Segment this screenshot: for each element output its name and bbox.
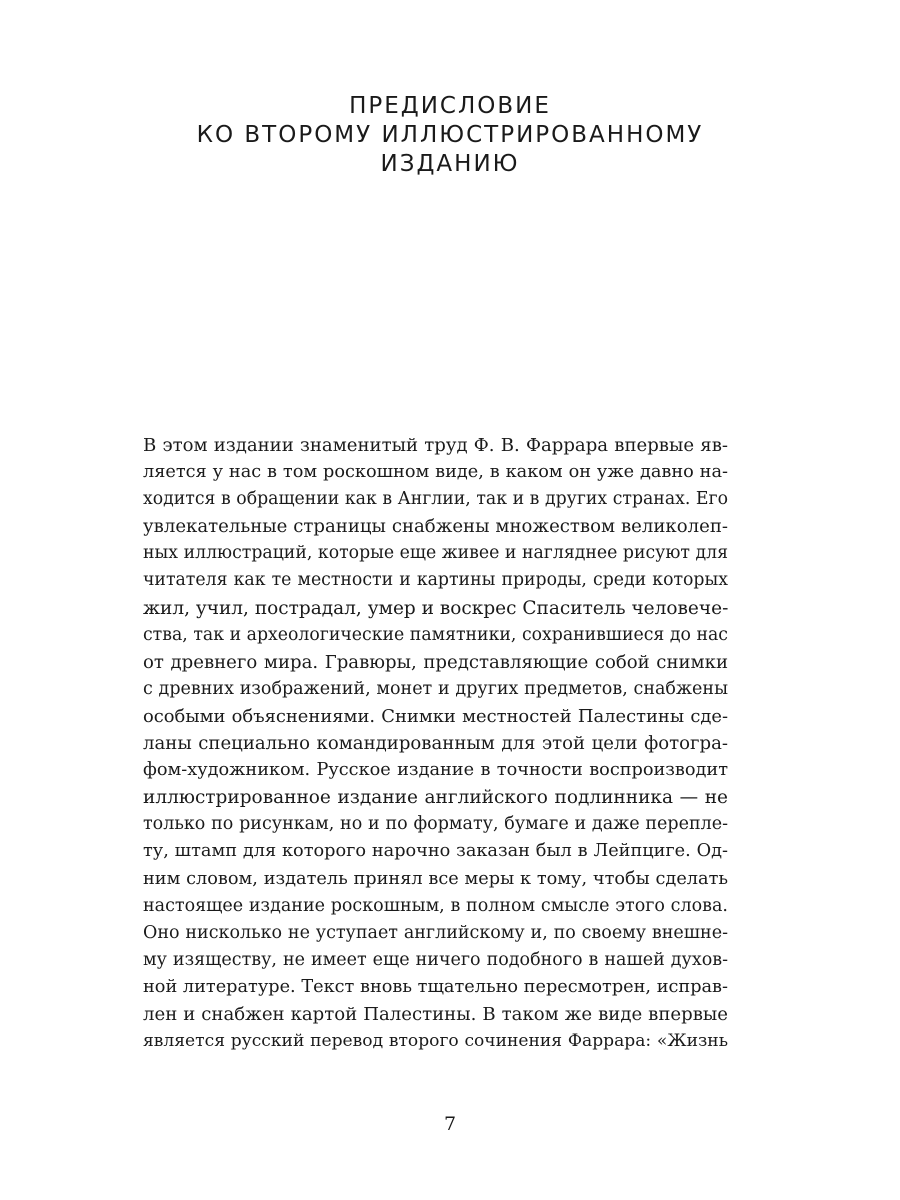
text-line: ляется у нас в том роскошном виде, в каком он уже давно на-: [143, 462, 728, 483]
text-line: ных иллюстраций, которые еще живее и нагляднее рисуют для: [143, 543, 728, 564]
body-paragraph: [143, 432, 728, 1055]
text-line: является русский перевод второго сочинения Фаррара: «Жизнь: [143, 1031, 728, 1052]
text-line: фом-художником. Русское издание в точности воспроизводит: [143, 760, 728, 781]
text-line: от древнего мира. Гравюры, представляющие собой снимки: [143, 651, 728, 673]
text-line: иллюстрированное издание английского подлинника — не: [143, 787, 728, 809]
text-line: ним словом, издатель принял все меры к тому, чтобы сделать: [143, 868, 728, 889]
text-line: ланы специально командированным для этой цели фотогра-: [143, 733, 728, 755]
heading-line-2: КО ВТОРОМУ ИЛЛЮСТРИРОВАННОМУ: [196, 122, 704, 148]
chapter-heading: [0, 92, 900, 179]
text-line: ства, так и археологические памятники, сохранившиеся до нас: [143, 624, 728, 645]
text-line: жил, учил, пострадал, умер и воскрес Спаситель человече-: [143, 597, 729, 619]
text-line: настоящее издание роскошным, в полном смысле этого слова.: [143, 895, 728, 916]
text-line: особыми объяснениями. Снимки местностей Палестины сде-: [143, 705, 728, 727]
text-line: ной литературе. Текст вновь тщательно пересмотрен, исправ-: [143, 976, 728, 997]
text-line: В этом издании знаменитый труд Ф. В. Фаррара впервые яв-: [143, 435, 728, 456]
text-line: читателя как те местности и картины природы, среди которых: [143, 570, 728, 591]
text-line: ходится в обращении как в Англии, так и в других странах. Его: [143, 489, 728, 510]
text-line: увлекательные страницы снабжены множеством великолеп-: [143, 516, 728, 538]
text-line: Оно нисколько не уступает английскому и, по своему внешне-: [143, 922, 728, 943]
page-number: 7: [443, 1113, 457, 1135]
text-line: му изяществу, не имеет еще ничего подобного в нашей духов-: [143, 949, 728, 970]
text-line: с древних изображений, монет и других предметов, снабжены: [143, 678, 728, 699]
text-line: ту, штамп для которого нарочно заказан был в Лейпциге. Од-: [143, 841, 728, 862]
text-line: только по рисункам, но и по формату, бумаге и даже перепле-: [143, 814, 728, 835]
heading-line-1: ПРЕДИСЛОВИЕ: [349, 93, 551, 119]
heading-line-3: ИЗДАНИЮ: [380, 151, 520, 177]
text-line: лен и снабжен картой Палестины. В таком же виде впервые: [143, 1003, 728, 1025]
